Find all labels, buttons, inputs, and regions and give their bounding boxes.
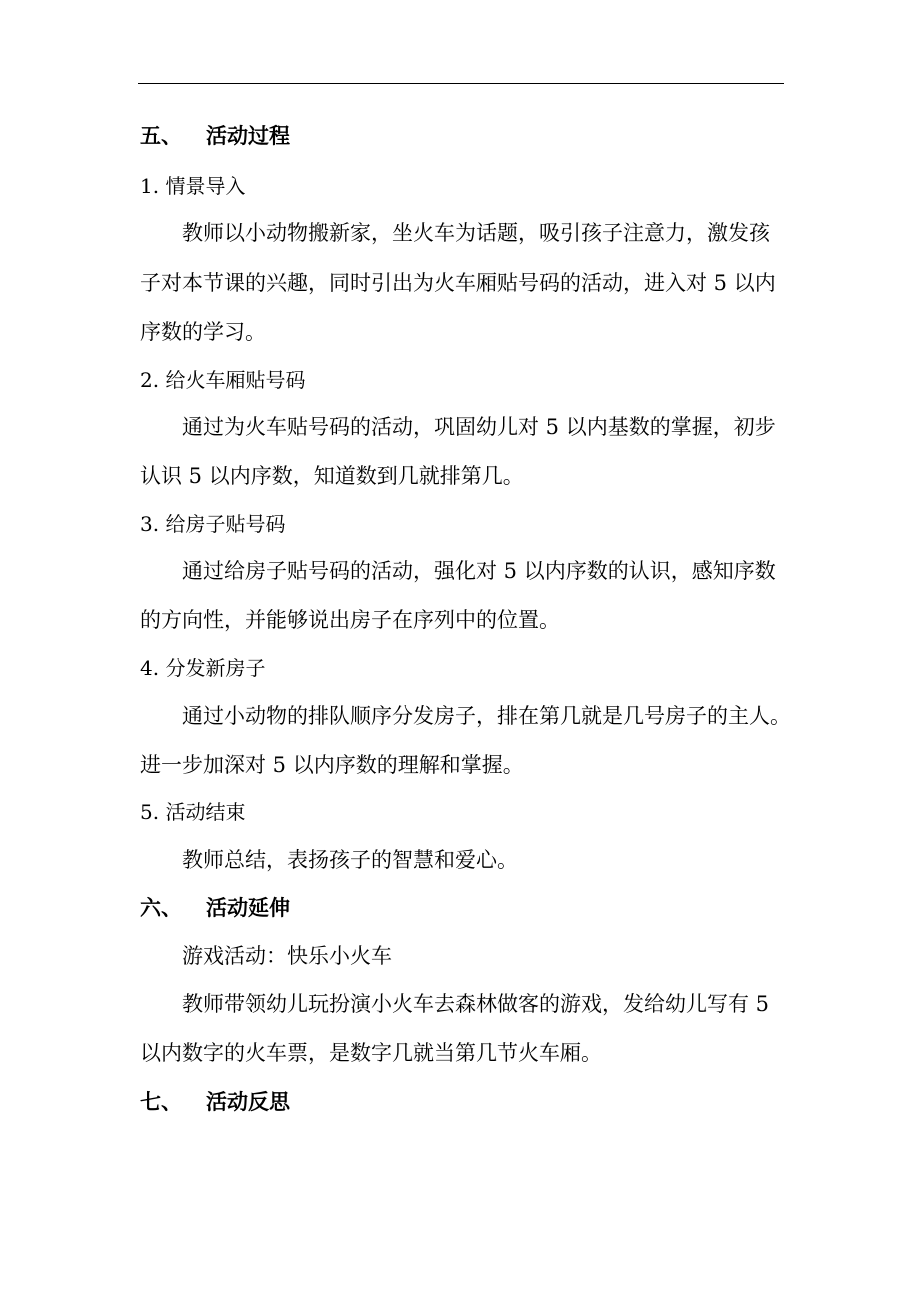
section-6-heading (140, 893, 290, 923)
item-1-line-1: 教师以小动物搬新家，坐火车为话题，吸引孩子注意力，激发孩 (182, 221, 770, 245)
item-1-line-3: 序数的学习。 (140, 320, 266, 344)
header-rule (138, 83, 784, 84)
item-3-line-2: 的方向性，并能够说出房子在序列中的位置。 (140, 608, 560, 632)
item-1-title: 1. 情景导入 (140, 174, 246, 198)
section-7-number: 七、 (140, 1090, 182, 1114)
section-6-number: 六、 (140, 896, 182, 920)
section-7-heading (140, 1087, 290, 1117)
section-6-title: 活动延伸 (206, 896, 290, 920)
item-2-title: 2. 给火车厢贴号码 (140, 368, 306, 392)
section-6-line-1: 游戏活动：快乐小火车 (182, 944, 392, 968)
item-3-title: 3. 给房子贴号码 (140, 512, 286, 536)
item-2-line-2: 认识 5 以内序数，知道数到几就排第几。 (140, 464, 524, 488)
item-5-line-1: 教师总结，表扬孩子的智慧和爱心。 (182, 848, 518, 872)
item-2-line-1: 通过为火车贴号码的活动，巩固幼儿对 5 以内基数的掌握，初步 (182, 415, 776, 439)
section-5-title: 活动过程 (206, 124, 290, 148)
section-6-line-2: 教师带领幼儿玩扮演小火车去森林做客的游戏，发给幼儿写有 5 (182, 992, 770, 1016)
section-7-title: 活动反思 (206, 1090, 290, 1114)
item-1-line-2: 子对本节课的兴趣，同时引出为火车厢贴号码的活动，进入对 5 以内 (140, 271, 776, 295)
section-5-heading (140, 121, 290, 151)
item-4-line-2: 进一步加深对 5 以内序数的理解和掌握。 (140, 753, 524, 777)
item-5-title: 5. 活动结束 (140, 800, 246, 824)
item-3-line-1: 通过给房子贴号码的活动，强化对 5 以内序数的认识，感知序数 (182, 559, 776, 583)
item-4-title: 4. 分发新房子 (140, 656, 266, 680)
section-5-number: 五、 (140, 124, 182, 148)
section-6-line-3: 以内数字的火车票，是数字几就当第几节火车厢。 (140, 1041, 602, 1065)
item-4-line-1: 通过小动物的排队顺序分发房子，排在第几就是几号房子的主人。 (182, 704, 791, 728)
